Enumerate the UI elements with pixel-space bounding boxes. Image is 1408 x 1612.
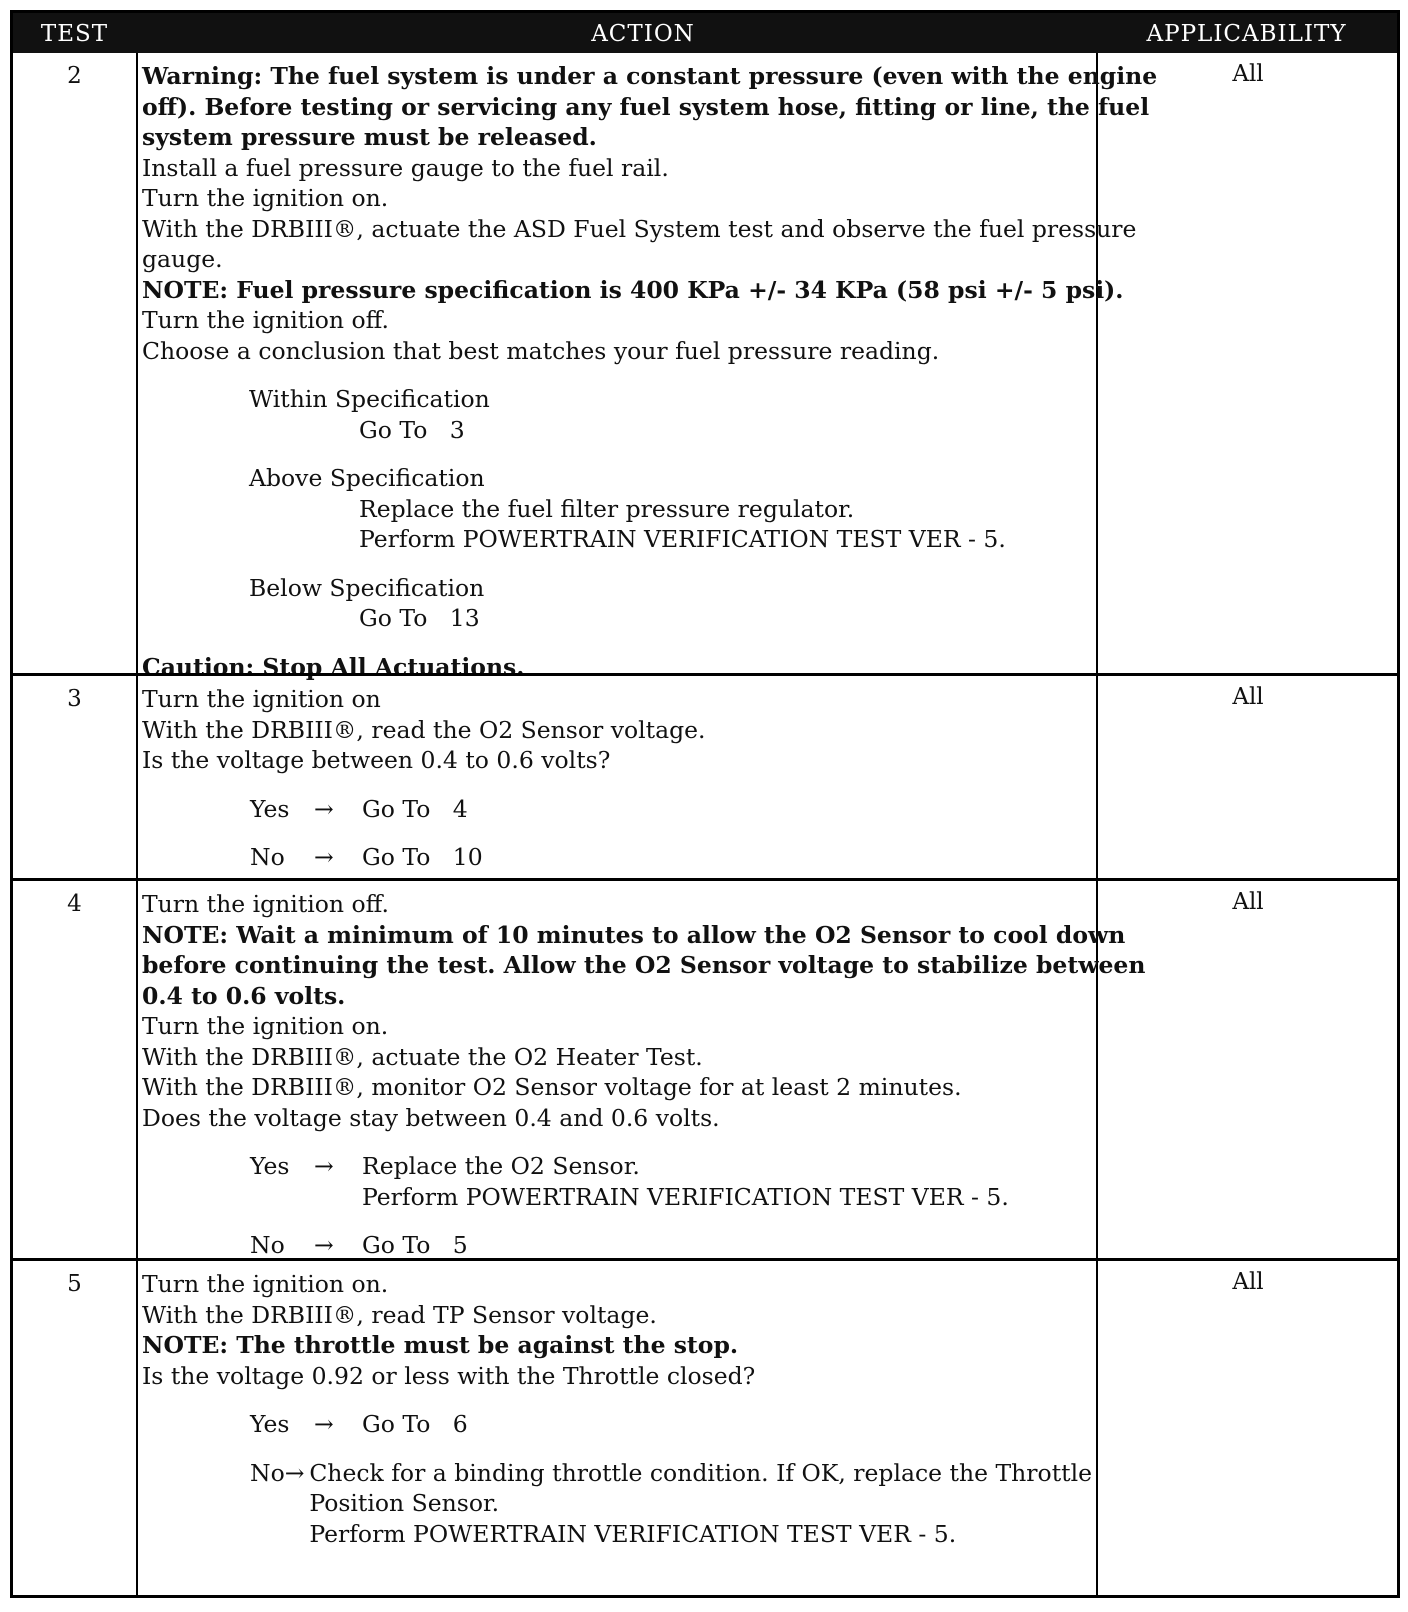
test-number: 4 — [67, 891, 82, 917]
step-line: Turn the ignition on. — [142, 1012, 389, 1040]
answer-yes — [250, 1409, 1092, 1440]
warning-line: off). Before testing or servicing any fuel system hose, fitting or line, the fuel — [142, 92, 1150, 121]
table-row-test-2 — [13, 53, 1397, 681]
answer-result: Go To 10 — [362, 843, 483, 871]
answer-label: Yes — [250, 1152, 290, 1180]
applicability-value: All — [1232, 684, 1264, 710]
test-number: 2 — [67, 63, 82, 89]
note-line: NOTE: Fuel pressure specification is 400 KPa +/- 34 KPa (58 psi +/- 5 psi). — [142, 275, 1124, 304]
option-result: Go To 13 — [359, 604, 480, 632]
answer-result: Perform POWERTRAIN VERIFICATION TEST VER - 5. — [309, 1519, 957, 1548]
applicability-value: All — [1232, 889, 1264, 915]
answer-result: Position Sensor. — [309, 1489, 500, 1517]
table-row-test-5 — [13, 1258, 1397, 1595]
step-line: gauge. — [142, 245, 223, 273]
action-cell — [142, 1269, 1092, 1549]
diagnostic-test-table — [10, 10, 1400, 1598]
answer-label: Yes — [250, 794, 290, 823]
answer-result: Go To 6 — [362, 1410, 468, 1438]
note-line: 0.4 to 0.6 volts. — [142, 981, 346, 1010]
table-row-test-4 — [13, 878, 1397, 1258]
answer-no — [250, 1230, 1092, 1261]
step-line: Does the voltage stay between 0.4 and 0.6 volts. — [142, 1103, 720, 1132]
step-line: Turn the ignition on. — [142, 1270, 389, 1298]
table-header — [13, 13, 1397, 53]
answer-result: Go To 5 — [362, 1231, 468, 1259]
option-result: Replace the fuel filter pressure regulator. — [359, 494, 855, 523]
step-line: Choose a conclusion that best matches your fuel pressure reading. — [142, 336, 940, 365]
warning-line: Warning: The fuel system is under a constant pressure (even with the engine — [142, 62, 1158, 90]
header-action: ACTION — [591, 21, 695, 47]
answer-result: Go To 4 — [362, 794, 468, 823]
step-line: With the DRBIII®, monitor O2 Sensor voltage for at least 2 minutes. — [142, 1073, 962, 1101]
applicability-value: All — [1232, 61, 1264, 87]
answer-label: No — [250, 843, 285, 871]
header-applicability: APPLICABILITY — [1146, 21, 1347, 47]
applicability-value: All — [1232, 1269, 1264, 1295]
step-line: Is the voltage between 0.4 to 0.6 volts? — [142, 746, 611, 774]
caution-line: Caution: Stop All Actuations. — [142, 652, 525, 681]
step-line: With the DRBIII®, read the O2 Sensor voltage. — [142, 715, 706, 744]
step-line: Turn the ignition off. — [142, 306, 390, 334]
note-line: before continuing the test. Allow the O2 Sensor voltage to stabilize between — [142, 951, 1146, 979]
answer-yes — [250, 1151, 1092, 1212]
warning-line: system pressure must be released. — [142, 123, 597, 151]
option-label: Above Specification — [249, 464, 485, 492]
note-line: NOTE: The throttle must be against the stop. — [142, 1331, 739, 1359]
answer-no — [250, 1458, 1092, 1550]
answer-result: Replace the O2 Sensor. — [362, 1152, 640, 1180]
option-label: Below Specification — [249, 573, 485, 602]
answer-yes — [250, 794, 1142, 825]
option-result: Go To 3 — [359, 415, 465, 444]
step-line: Turn the ignition on. — [142, 184, 389, 212]
test-number: 3 — [67, 686, 82, 712]
action-cell — [142, 684, 1142, 873]
table-row-test-3 — [13, 673, 1397, 878]
arrow-icon: → — [314, 794, 334, 823]
arrow-icon: → — [284, 1458, 305, 1487]
step-line: Is the voltage 0.92 or less with the Throttle closed? — [142, 1361, 756, 1390]
arrow-icon: → — [314, 1152, 334, 1180]
answer-label: No — [250, 1458, 285, 1487]
step-line: With the DRBIII®, actuate the ASD Fuel System test and observe the fuel pressure — [142, 214, 1137, 243]
action-cell — [142, 889, 1146, 1261]
answer-label: Yes — [250, 1410, 290, 1438]
step-line: With the DRBIII®, actuate the O2 Heater Test. — [142, 1042, 703, 1071]
header-test: TEST — [40, 21, 109, 47]
step-line: With the DRBIII®, read TP Sensor voltage. — [142, 1300, 657, 1329]
option-label: Within Specification — [249, 385, 490, 413]
answer-label: No — [250, 1231, 285, 1259]
arrow-icon: → — [314, 1410, 334, 1438]
arrow-icon: → — [314, 1231, 334, 1259]
step-line: Turn the ignition on — [142, 685, 381, 713]
answer-result: Check for a binding throttle condition. If OK, replace the Throttle — [309, 1458, 1092, 1487]
note-line: NOTE: Wait a minimum of 10 minutes to allow the O2 Sensor to cool down — [142, 920, 1126, 949]
answer-no — [250, 842, 1142, 873]
arrow-icon: → — [314, 843, 334, 871]
action-cell — [142, 61, 1158, 682]
test-number: 5 — [67, 1271, 82, 1297]
option-result: Perform POWERTRAIN VERIFICATION TEST VER - 5. — [359, 525, 1006, 553]
answer-result: Perform POWERTRAIN VERIFICATION TEST VER - 5. — [362, 1182, 1009, 1211]
step-line: Install a fuel pressure gauge to the fuel rail. — [142, 153, 669, 182]
step-line: Turn the ignition off. — [142, 890, 390, 918]
